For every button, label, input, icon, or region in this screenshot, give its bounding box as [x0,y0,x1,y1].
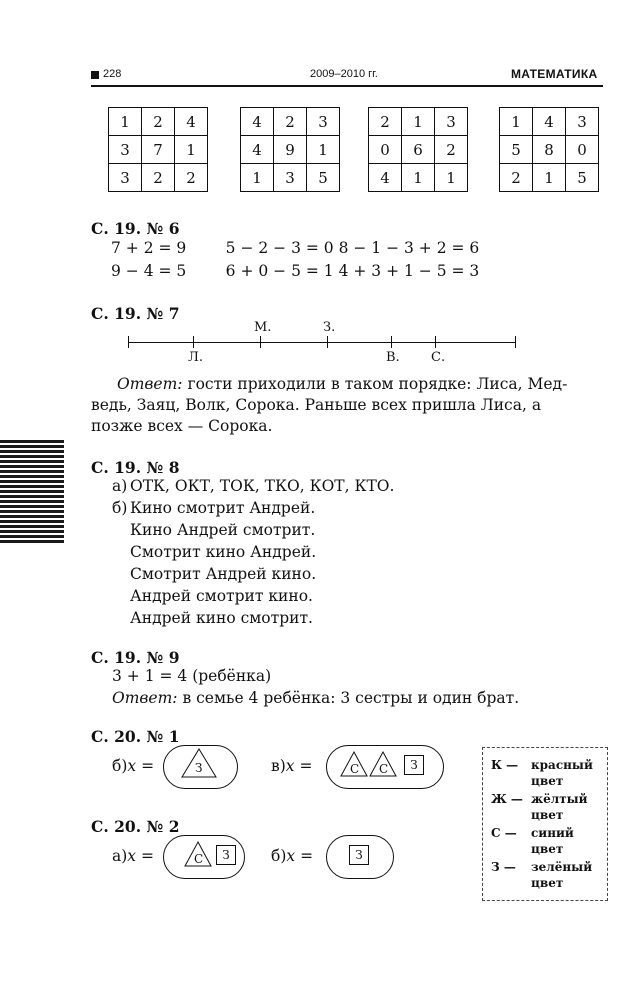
equals-sign: = [136,757,155,775]
equation-line: 3 + 1 = 4 (ребёнка) [112,667,272,685]
equals-sign: = [136,847,154,865]
section-heading-9: С. 19. № 9 [91,648,180,667]
number-line-tick [260,336,261,348]
number-line-label: В. [386,350,400,365]
variable-x: x [127,757,137,775]
section-heading-6: С. 19. № 6 [91,219,180,238]
equation-line-1: 7 + 2 = 9 5 − 2 − 3 = 0 8 − 1 − 3 + 2 = 6 [111,239,480,257]
equals-sign: = [294,757,313,775]
answer-b-label [112,756,154,776]
section-heading-20-2: С. 20. № 2 [91,817,180,836]
answer-line-2: ведь, Заяц, Волк, Сорока. Раньше всех пришла Лиса, а [91,396,542,414]
item-b-marker: б) [112,499,128,517]
legend-entry-word: зелёный [531,860,593,874]
sentence-line: Андрей кино смотрит. [130,609,313,627]
number-grid-1: 1 2 4 3 7 1 3 2 2 [108,107,208,192]
number-grid-4: 1 4 3 5 8 0 2 1 5 [499,107,599,192]
chapter-tab-stripes [0,440,64,544]
number-grid-3: 2 1 3 0 6 2 4 1 1 [368,107,468,192]
section-heading-7: С. 19. № 7 [91,304,180,323]
triangle-label: С [194,852,204,866]
equation-line-2: 9 − 4 = 5 6 + 0 − 5 = 1 4 + 3 + 1 − 5 = 3 [111,262,480,280]
header-subject: МАТЕМАТИКА [511,67,598,81]
square-shape: З [404,755,424,775]
number-line-label: М. [254,320,272,335]
item-a-text: ОТК, ОКТ, ТОК, ТКО, КОТ, КТО. [130,477,395,495]
number-line-tick [327,336,328,348]
square-shape: З [216,845,236,865]
number-line-label: Л. [188,350,203,365]
answer-b-label [271,846,313,866]
square-shape: З [349,845,369,865]
item-marker: а) [112,847,128,865]
answer-label: Ответ: [112,689,178,707]
header-years: 2009–2010 гг. [310,68,378,80]
section-heading-20-1: С. 20. № 1 [91,727,180,746]
legend-entry-key: Ж — [491,792,523,806]
section-heading-8: С. 19. № 8 [91,458,180,477]
number-line-tick [193,336,194,348]
triangle-label: С [350,762,360,776]
legend-entry-tail: цвет [531,774,564,788]
item-marker: в) [271,757,286,775]
answer-v-label [271,756,312,776]
page-marker-square [91,71,99,79]
variable-x: x [286,847,296,865]
page-number: 228 [103,68,122,80]
number-line-tick [515,336,516,348]
answer-line-3: позже всех — Сорока. [91,417,273,435]
legend-entry-word: синий [531,826,574,840]
sentence-line: Кино Андрей смотрит. [130,521,316,539]
sentence-line: Смотрит Андрей кино. [130,565,317,583]
triangle-label: З [195,761,203,775]
triangle-label: С [379,762,389,776]
number-line-label: З. [323,320,336,335]
variable-x: x [285,757,295,775]
answer-text: в семье 4 ребёнка: 3 сестры и один брат. [177,689,520,707]
item-marker: б) [271,847,287,865]
sentence-line: Смотрит кино Андрей. [130,543,317,561]
number-grid-2: 4 2 3 4 9 1 1 3 5 [240,107,340,192]
variable-x: x [127,847,137,865]
number-line-tick [391,336,392,348]
answer-text: гости приходили в таком порядке: Лиса, Мед- [182,375,568,393]
number-line-label: С. [431,350,446,365]
number-line [128,342,516,343]
sentence-line: Андрей смотрит кино. [130,587,313,605]
item-marker: б) [112,757,128,775]
legend-entry-key: К — [491,758,519,772]
header-rule [91,85,603,87]
legend-entry-word: жёлтый [531,792,588,806]
legend-entry-key: С — [491,826,517,840]
answer-a-label [112,846,154,866]
legend-entry-tail: цвет [531,808,564,822]
answer-line [112,688,519,708]
item-a-marker: а) [112,477,128,495]
legend-entry-tail: цвет [531,876,564,890]
sentence-line: Кино смотрит Андрей. [130,499,316,517]
number-line-tick [435,336,436,348]
answer-label: Ответ: [117,375,183,393]
answer-line-1 [117,374,567,394]
equals-sign: = [295,847,314,865]
number-line-tick [128,336,129,348]
legend-entry-word: красный [531,758,593,772]
legend-entry-tail: цвет [531,842,564,856]
legend-entry-key: З — [491,860,516,874]
